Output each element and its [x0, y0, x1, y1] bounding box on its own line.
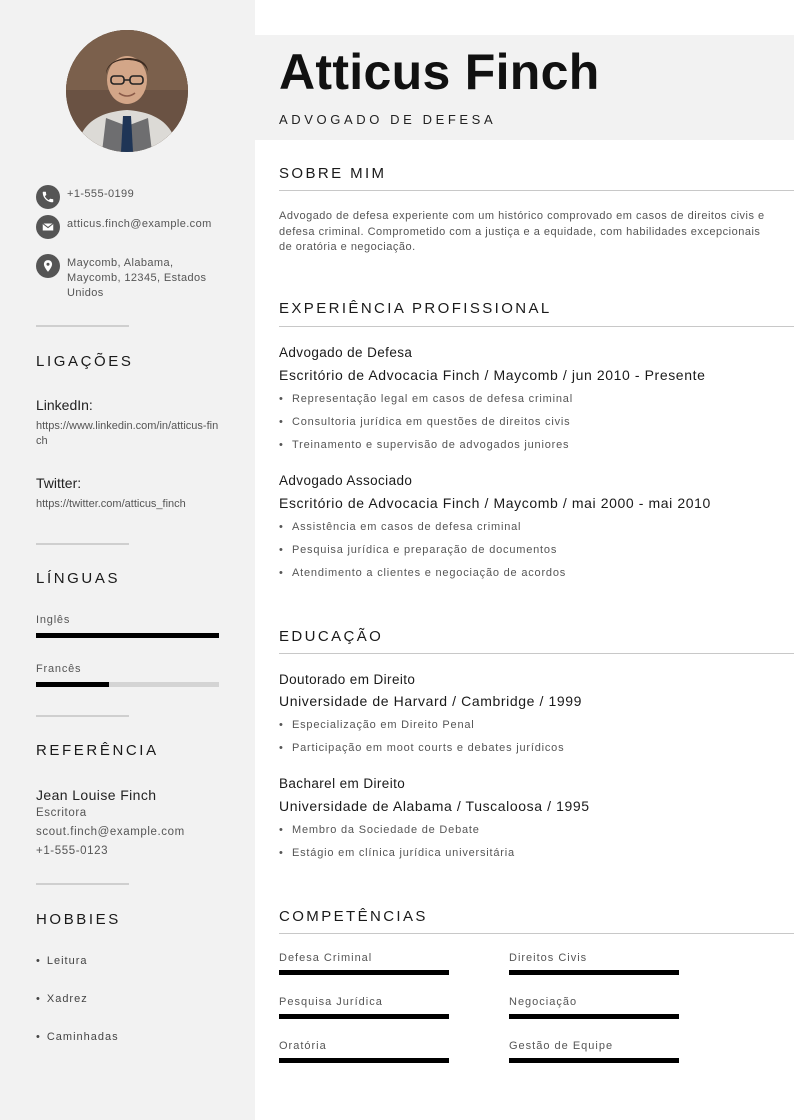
section-divider — [36, 883, 129, 885]
school: Universidade de Harvard / Cambridge / 1999 — [279, 693, 583, 709]
reference-email[interactable]: scout.finch@example.com — [36, 826, 185, 838]
phone-text: +1-555-0199 — [67, 188, 135, 200]
education-bullet: • Participação em moot courts e debates jurídicos — [279, 742, 565, 754]
reference-heading: REFERÊNCIA — [36, 742, 159, 759]
linkedin-label: LinkedIn: — [36, 397, 93, 413]
education-bullet: • Membro da Sociedade de Debate — [279, 824, 480, 836]
language-bar-fill — [36, 682, 109, 687]
skill-label: Gestão de Equipe — [509, 1040, 614, 1052]
language-bar-fill — [36, 633, 219, 638]
education-bullet: • Estágio em clínica jurídica universitária — [279, 847, 515, 859]
email-text[interactable]: atticus.finch@example.com — [67, 218, 212, 230]
hobbies-heading: HOBBIES — [36, 911, 121, 928]
sidebar — [0, 0, 255, 1120]
section-rule — [279, 933, 794, 934]
language-bar — [36, 633, 219, 638]
twitter-url[interactable]: https://twitter.com/atticus_finch — [36, 498, 186, 510]
address-text: Maycomb, Alabama, Maycomb, 12345, Estados Unidos — [67, 257, 207, 299]
job-role: Advogado de Defesa — [279, 345, 413, 360]
person-name: Atticus Finch — [279, 44, 600, 100]
main-content — [255, 0, 794, 1120]
job-bullet: • Pesquisa jurídica e preparação de documentos — [279, 544, 558, 556]
links-heading: LIGAÇÕES — [36, 353, 134, 370]
job-title: ADVOGADO DE DEFESA — [279, 112, 497, 127]
section-rule — [279, 190, 794, 191]
skill-bar — [509, 1014, 679, 1019]
section-divider — [36, 543, 129, 545]
degree: Doutorado em Direito — [279, 672, 416, 687]
skills-heading: COMPETÊNCIAS — [279, 908, 428, 925]
section-divider — [36, 715, 129, 717]
skill-bar — [279, 970, 449, 975]
skill-label: Negociação — [509, 996, 578, 1008]
language-label: Inglês — [36, 614, 71, 626]
job-org: Escritório de Advocacia Finch / Maycomb / jun 2010 - Presente — [279, 367, 706, 383]
skill-bar — [509, 970, 679, 975]
degree: Bacharel em Direito — [279, 776, 406, 791]
skill-bar-fill — [509, 1014, 679, 1019]
language-label: Francês — [36, 663, 82, 675]
section-rule — [279, 653, 794, 654]
hobby-item: • Xadrez — [36, 993, 88, 1005]
language-bar — [36, 682, 219, 687]
skill-bar-fill — [279, 1014, 449, 1019]
reference-role: Escritora — [36, 807, 87, 819]
contact-address — [36, 254, 217, 301]
contact-phone — [36, 185, 217, 209]
skill-bar-fill — [509, 1058, 679, 1063]
education-bullet: • Especialização em Direito Penal — [279, 719, 475, 731]
skill-label: Oratória — [279, 1040, 327, 1052]
job-bullet: • Assistência em casos de defesa criminal — [279, 521, 522, 533]
job-bullet: • Consultoria jurídica em questões de direitos civis — [279, 416, 571, 428]
skill-bar-fill — [279, 970, 449, 975]
section-divider — [36, 325, 129, 327]
phone-icon — [36, 185, 60, 209]
job-bullet: • Atendimento a clientes e negociação de acordos — [279, 567, 567, 579]
header — [255, 35, 794, 140]
about-text: Advogado de defesa experiente com um histórico comprovado em casos de direitos civis e defesa criminal. Comprometido com a justiça e a equidade, com habilidades excepcionais de oratória e negociação. — [279, 210, 765, 253]
skill-bar — [509, 1058, 679, 1063]
reference-phone: +1-555-0123 — [36, 845, 109, 857]
about-heading: SOBRE MIM — [279, 165, 387, 182]
school: Universidade de Alabama / Tuscaloosa / 1995 — [279, 798, 590, 814]
skill-bar-fill — [279, 1058, 449, 1063]
skill-label: Defesa Criminal — [279, 952, 373, 964]
profile-photo — [66, 30, 188, 152]
experience-heading: EXPERIÊNCIA PROFISSIONAL — [279, 300, 552, 317]
hobby-item: • Leitura — [36, 955, 88, 967]
skill-bar — [279, 1014, 449, 1019]
reference-name: Jean Louise Finch — [36, 787, 157, 803]
skill-label: Direitos Civis — [509, 952, 588, 964]
location-pin-icon — [36, 254, 60, 278]
skill-label: Pesquisa Jurídica — [279, 996, 383, 1008]
section-rule — [279, 326, 794, 327]
twitter-label: Twitter: — [36, 475, 82, 491]
skill-bar-fill — [509, 970, 679, 975]
job-bullet: • Representação legal em casos de defesa criminal — [279, 393, 573, 405]
job-role: Advogado Associado — [279, 473, 413, 488]
job-org: Escritório de Advocacia Finch / Maycomb / mai 2000 - mai 2010 — [279, 495, 711, 511]
hobby-item: • Caminhadas — [36, 1031, 119, 1043]
languages-heading: LÍNGUAS — [36, 570, 121, 587]
linkedin-url[interactable]: https://www.linkedin.com/in/atticus-finch — [36, 420, 219, 447]
job-bullet: • Treinamento e supervisão de advogados juniores — [279, 439, 570, 451]
envelope-icon — [36, 215, 60, 239]
contact-email — [36, 215, 217, 239]
education-heading: EDUCAÇÃO — [279, 628, 384, 645]
skill-bar — [279, 1058, 449, 1063]
